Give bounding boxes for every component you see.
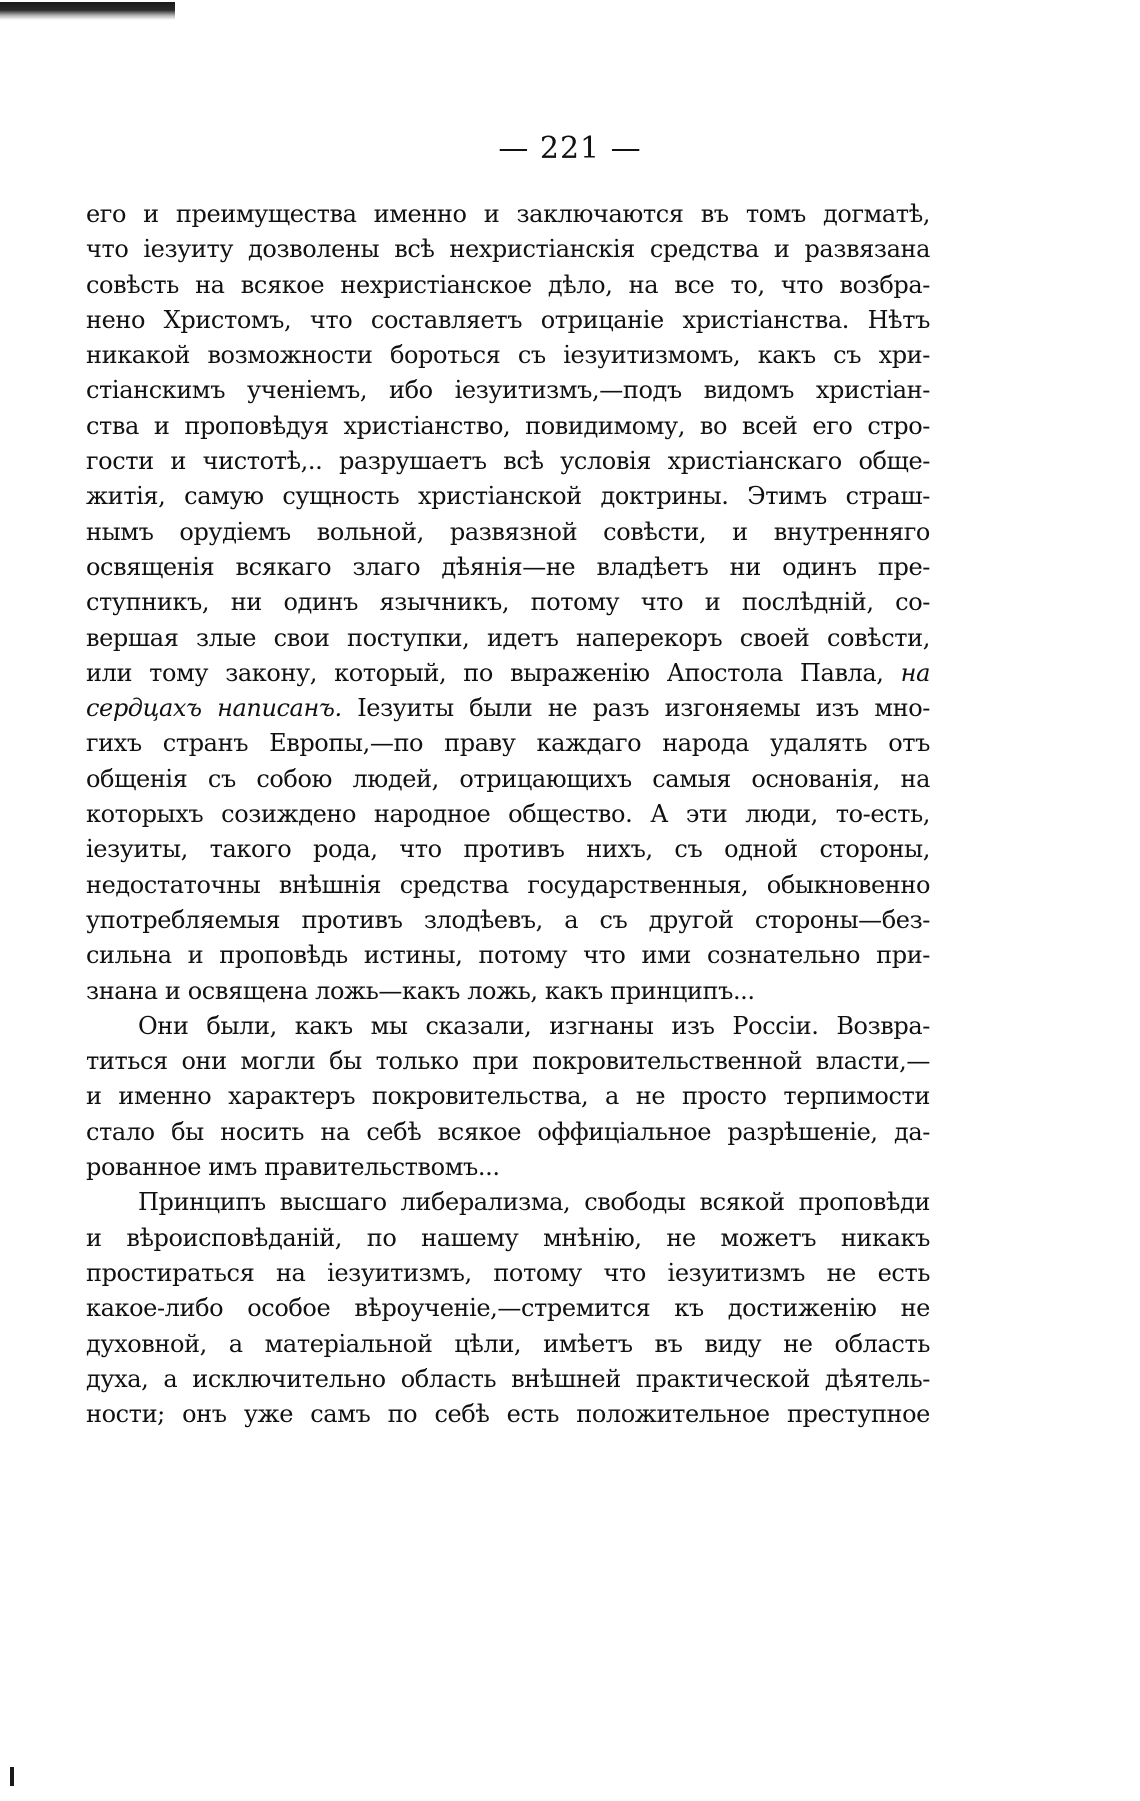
paragraph-2 [86,1009,930,1185]
text-line: іезуиты, такого рода, что противъ нихъ, съ одной стороны, [86,835,930,864]
body-text [86,197,930,1432]
text-line: рованное имъ правительствомъ... [86,1153,500,1182]
text-line: вершая злые свои поступки, идетъ наперекоръ своей совѣсти, [86,623,930,652]
text-line-roman: или тому закону, который, по выраженію Апостола Павла, [86,658,884,687]
text-line [86,656,930,691]
paragraph-1 [86,197,930,1009]
text-line: недостаточны внѣшнія средства государственныя, обыкновенно [86,870,930,899]
text-line: общенія съ собою людей, отрицающихъ самыя основанія, на [86,764,930,793]
text-line: гости и чистотѣ,.. разрушаетъ всѣ условія христіанскаго обще- [86,447,930,476]
text-line: никакой возможности бороться съ іезуитизмомъ, какъ съ хри- [86,341,930,370]
text-line: Принципъ высшаго либерализма, свободы всякой проповѣди [138,1188,930,1217]
text-line: ступникъ, ни одинъ язычникъ, потому что и послѣдній, со- [86,588,930,617]
text-line: простираться на іезуитизмъ, потому что іезуитизмъ не есть [86,1258,930,1287]
text-line: и вѣроисповѣданій, по нашему мнѣнію, не можетъ никакъ [86,1223,930,1252]
text-line: употребляемыя противъ злодѣевъ, а съ другой стороны—без- [86,905,930,934]
text-line: совѣсть на всякое нехристіанское дѣло, на все то, что возбра- [86,270,930,299]
paragraph-3 [86,1185,930,1432]
text-line: какое-либо особое вѣроученіе,—стремится къ достиженію не [86,1294,930,1323]
text-line: нено Христомъ, что составляетъ отрицаніе христіанства. Нѣтъ [86,305,930,334]
text-line [86,691,930,726]
text-line: знана и освящена ложь—какъ ложь, какъ принципъ... [86,976,755,1005]
text-line: которыхъ созиждено народное общество. А эти люди, то-есть, [86,800,930,829]
text-line-italic: на [900,658,930,687]
text-line: житія, самую сущность христіанской доктрины. Этимъ страш- [86,482,930,511]
text-line-roman: Іезуиты были не разъ изгоняемы изъ мно- [341,694,930,723]
text-line: нымъ орудіемъ вольной, развязной совѣсти, и внутренняго [86,517,930,546]
text-line: его и преимущества именно и заключаются въ томъ догматѣ, [86,200,930,228]
text-line-italic: сердцахъ написанъ. [86,694,342,723]
scan-edge-mark-top [0,2,175,20]
text-line: гихъ странъ Европы,—по праву каждаго народа удалять отъ [86,729,930,758]
text-line: ности; онъ уже самъ по себѣ есть положительное преступное [86,1400,930,1429]
scan-edge-mark-bottom [10,1767,14,1786]
page-number: — 221 — [498,131,642,166]
text-line: духовной, а матеріальной цѣли, имѣетъ въ виду не область [86,1329,930,1358]
text-line: стіанскимъ ученіемъ, ибо іезуитизмъ,—подъ видомъ христіан- [86,376,930,405]
text-line: освященія всякаго злаго дѣянія—не владѣетъ ни одинъ пре- [86,552,930,581]
text-line: сильна и проповѣдь истины, потому что ими сознательно при- [86,941,930,970]
text-line: титься они могли бы только при покровительственной власти,— [86,1047,930,1076]
text-line: духа, а исключительно область внѣшней практической дѣятель- [86,1364,930,1393]
text-line: Они были, какъ мы сказали, изгнаны изъ Россіи. Возвра- [138,1011,930,1040]
text-line: что іезуиту дозволены всѣ нехристіанскія средства и развязана [86,235,930,264]
text-line: и именно характеръ покровительства, а не просто терпимости [86,1082,930,1111]
text-line: ства и проповѣдуя христіанство, повидимому, во всей его стро- [86,411,930,440]
text-line: стало бы носить на себѣ всякое оффиціальное разрѣшеніе, да- [86,1117,930,1146]
